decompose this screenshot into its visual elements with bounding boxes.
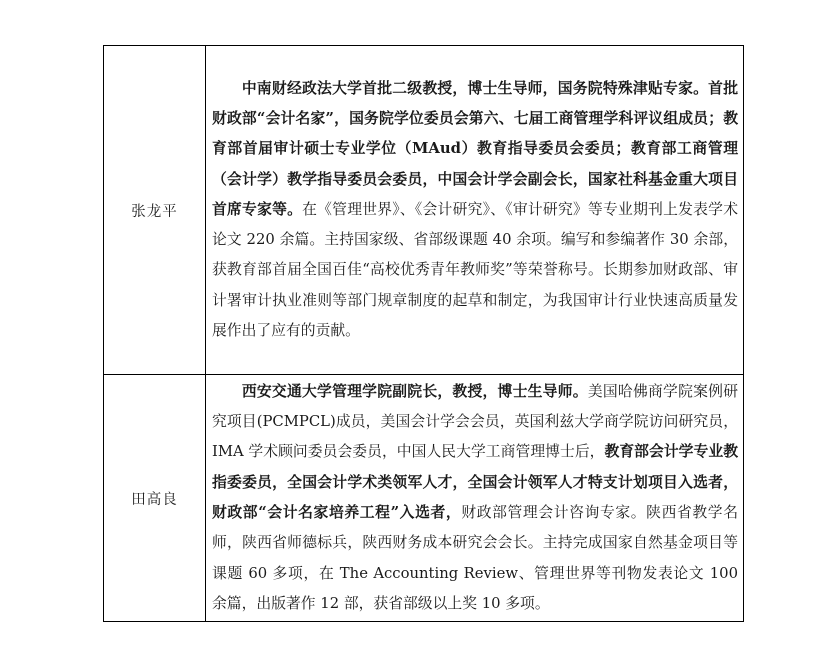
table-row bbox=[104, 375, 744, 622]
bio-highlight: 教育部会计学专业教指委委员，全国会计学术类领军人才，全国会计领军人才特支计划项目入选者，财政部“会计名家培养工程”入选者， bbox=[212, 443, 738, 521]
name-cell bbox=[104, 375, 206, 622]
table-row bbox=[104, 46, 744, 375]
bio-highlight: 西安交通大学管理学院副院长，教授，博士生导师。 bbox=[241, 382, 588, 400]
bio-cell bbox=[206, 375, 744, 622]
bio-text: 财政部管理会计咨询专家。陕西省教学名师，陕西省师德标兵，陕西财务成本研究会会长。主持完成国家自然基金项目等课题 60 多项，在 The Accounting Review、管理世界等刊物发表论文 100 余篇，出版著作 12 部，获省部级以上奖 10 多项。 bbox=[212, 504, 738, 612]
bio-text: 在《管理世界》、《会计研究》、《审计研究》等专业期刊上发表学术论文 220 余篇。主持国家级、省部级课题 40 余项。编写和参编著作 30 余部，获教育部首届全国百佳“高校优秀青年教师奖”等荣誉称号。长期参加财政部、审计署审计执业准则等部门规章制度的起草和制定，为我国审计行业快速高质量发展作出了应有的贡献。 bbox=[212, 200, 738, 340]
bio-cell bbox=[206, 46, 744, 375]
person-name: 田高良 bbox=[131, 491, 178, 508]
bio-highlight: 中南财经政法大学首批二级教授，博士生导师，国务院特殊津贴专家。首批财政部“会计名家”，国务院学位委员会第六、七届工商管理学科评议组成员；教育部首届审计硕士专业学位（MAud）教育指导委员会委员；教育部工商管理（会计学）教学指导委员会委员，中国会计学会副会长，国家社科基金重大项目首席专家等。 bbox=[212, 79, 738, 218]
person-name: 张龙平 bbox=[131, 203, 178, 220]
bio-paragraph bbox=[212, 74, 738, 347]
bio-text: 美国哈佛商学院案例研究项目(PCMPCL)成员，美国会计学会会员，英国利兹大学商学院访问研究员，IMA 学术顾问委员会委员，中国人民大学工商管理博士后， bbox=[212, 382, 738, 461]
name-cell bbox=[104, 46, 206, 375]
bio-paragraph bbox=[212, 377, 738, 619]
profile-table bbox=[103, 45, 744, 622]
